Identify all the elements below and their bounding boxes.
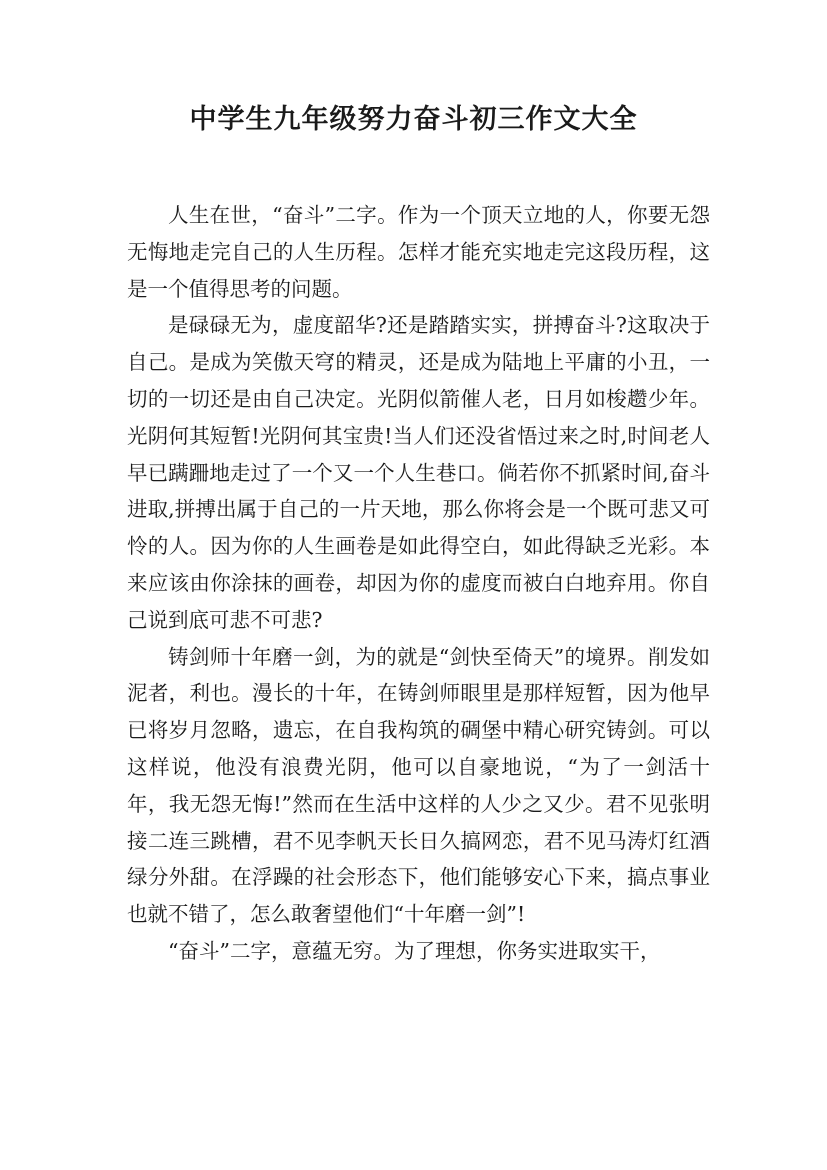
paragraph-3: 铸剑师十年磨一剑，为的就是“剑快至倚天”的境界。削发如泥者，利也。漫长的十年，在铸剑师眼里是那样短暂，因为他早已将岁月忽略，遗忘，在自我构筑的碉堡中精心研究铸剑。可以这样说，他没有浪费光阴，他可以自豪地说，“为了一剑活十年，我无怨无悔!”然而在生活中这样的人少之又少。君不见张明接二连三跳槽，君不见李帆天长日久搞网恋，君不见马涛灯红酒绿分外甜。在浮躁的社会形态下，他们能够安心下来，搞点事业也就不错了，怎么敢奢望他们“十年磨一剑”!: [127, 644, 710, 927]
paragraph-2: 是碌碌无为，虚度韶华?还是踏踏实实，拼搏奋斗?这取决于自己。是成为笑傲天穹的精灵，还是成为陆地上平庸的小丑，一切的一切还是由自己决定。光阴似箭催人老，日月如梭趱少年。光阴何其短暂!光阴何其宝贵!当人们还没省悟过来之时,时间老人早已蹒跚地走过了一个又一个人生巷口。倘若你不抓紧时间,奋斗进取,拼搏出属于自己的一片天地，那么你将会是一个既可悲又可怜的人。因为你的人生画卷是如此得空白，如此得缺乏光彩。本来应该由你涂抹的画卷，却因为你的虚度而被白白地弃用。你自己说到底可悲不可悲?: [127, 313, 710, 632]
paragraph-4: “奋斗”二字，意蕴无穷。为了理想，你务实进取实干，: [168, 938, 661, 963]
paragraph-1: 人生在世，“奋斗”二字。作为一个顶天立地的人，你要无怨无悔地走完自己的人生历程。怎样才能充实地走完这段历程，这是一个值得思考的问题。: [127, 203, 710, 301]
document-title: 中学生九年级努力奋斗初三作文大全: [189, 104, 638, 135]
document-body: [127, 197, 710, 970]
